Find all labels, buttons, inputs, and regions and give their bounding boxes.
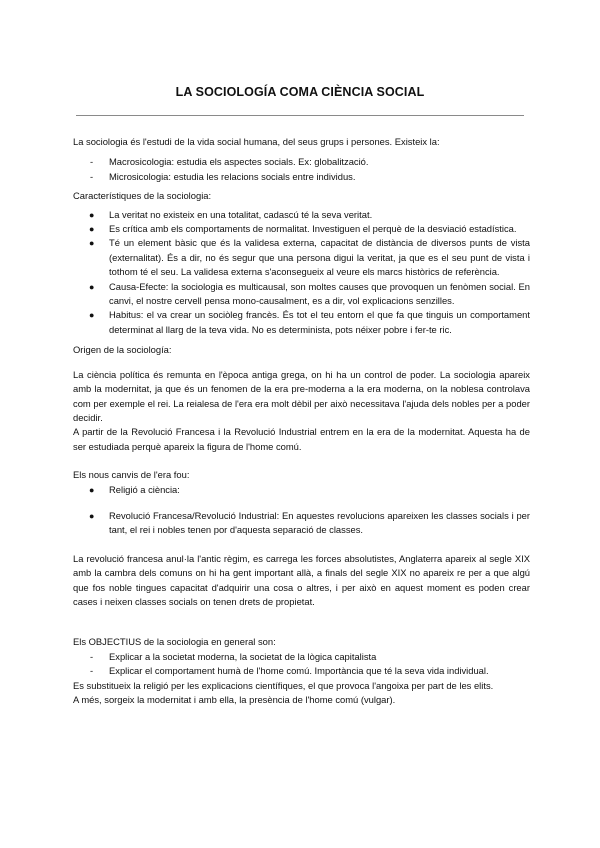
bullet-marker: ● xyxy=(89,281,95,292)
page-title: LA SOCIOLOGÍA COMA CIÈNCIA SOCIAL xyxy=(175,85,425,99)
dash-marker: - xyxy=(90,156,94,168)
list-item: ● La veritat no existeix en una totalitat, cadascú té la seva veritat. xyxy=(73,208,530,222)
list-item: - Microsicologia: estudia les relacions socials entre individus. xyxy=(73,170,530,184)
list-item: ● Té un element bàsic que és la validesa externa, capacitat de distància de diversos punts de vista (externalitat). És a dir, no és segur que una persona digui la veritat, ja que es el seu punt de vista i tothom té el seu. La validesa externa s'aconsegueix al veure els marcs històrics de referència. xyxy=(89,237,530,278)
dash-marker: - xyxy=(90,170,94,182)
origin-paragraph-2: A partir de la Revolució Francesa i la Revolució Industrial entrem en la era de la modernitat. Aquesta ha de ser estudiada perquè apareix la figura de l'home comú. xyxy=(73,426,530,452)
bullet-marker: ● xyxy=(89,484,95,495)
origin-heading: Origen de la sociología: xyxy=(73,344,172,356)
list-item: ● Religió a ciència: xyxy=(73,483,530,497)
closing-paragraph-2: A més, sorgeix la modernitat i amb ella, la presència de l'home comú (vulgar). xyxy=(73,694,396,705)
bullet-marker: ● xyxy=(89,224,95,235)
characteristics-heading: Característiques de la sociologia: xyxy=(73,190,212,202)
revolution-paragraph: La revolució francesa anul·la l'antic règim, es carrega les forces absolutistes, Anglaterra apareix al segle XIX amb la cambra dels comuns on hi ha gent important allà, a finals del segle XIX no apareix re per a que algú que fos noble tingues capacitat d'adquirir una cosa o altres, i per això en aquest moment es poden crear cases i neixen classes socials on tenen drets de propietat. xyxy=(73,552,530,607)
bullet-marker: ● xyxy=(89,209,95,220)
list-item: - Explicar a la societat moderna, la societat de la lògica capitalista xyxy=(73,650,530,664)
origin-paragraph: La ciència política és remunta en l'època antiga grega, on hi ha un control de poder. La sociologia apareix amb la modernitat, ja que és un fenomen de la era pre-moderna a la era moderna, on la noblesa controlava com per exemple el rei. La reialesa de l'era era molt dèbil per això necessitava l'ajuda dels nobles per a poder decidir. xyxy=(73,368,530,423)
bullet-marker: ● xyxy=(89,510,95,521)
closing-paragraph: Es substitueix la religió per les explicacions científiques, el que provoca l'angoixa per part de les elits. xyxy=(73,679,494,691)
title-divider xyxy=(76,115,524,116)
list-item: ● Habitus: el va crear un sociòleg francès. És tot el teu entorn el que fa que tinguis un comportament determinat al llarg de la teva vida. No es determinista, pots néixer pobre i fer-te ric. xyxy=(89,309,530,335)
list-item: - Macrosicologia: estudia els aspectes socials. Ex: globalització. xyxy=(73,155,530,169)
changes-heading: Els nous canvis de l'era fou: xyxy=(73,469,190,481)
intro-paragraph: La sociologia és l'estudi de la vida social humana, del seus grups i persones. Existeix la: xyxy=(73,136,440,147)
objectives-heading: Els OBJECTIUS de la sociologia en general son: xyxy=(73,636,276,648)
list-item: ● Causa-Efecte: la sociologia es multicausal, son moltes causes que provoquen un fenòmen social. En canvi, el nostre cervell pensa mono-causalment, es a dir, vol explicacions senzilles. xyxy=(89,280,530,307)
document-body xyxy=(73,135,530,707)
list-item: ● Revolució Francesa/Revolució Industrial: En aquestes revolucions apareixen les classes socials i per tant, el rei i nobles tenen por d'aquesta separació de classes. xyxy=(89,509,530,536)
dash-marker: - xyxy=(90,650,94,662)
bullet-marker: ● xyxy=(89,310,95,321)
bullet-marker: ● xyxy=(89,238,95,249)
list-item: - Explicar el comportament humà de l'home comú. Importància que té la seva vida individual. xyxy=(73,664,530,678)
dash-marker: - xyxy=(90,665,94,677)
list-item: ● Es crítica amb els comportaments de normalitat. Investiguen el perquè de la desviació estadística. xyxy=(73,222,530,236)
